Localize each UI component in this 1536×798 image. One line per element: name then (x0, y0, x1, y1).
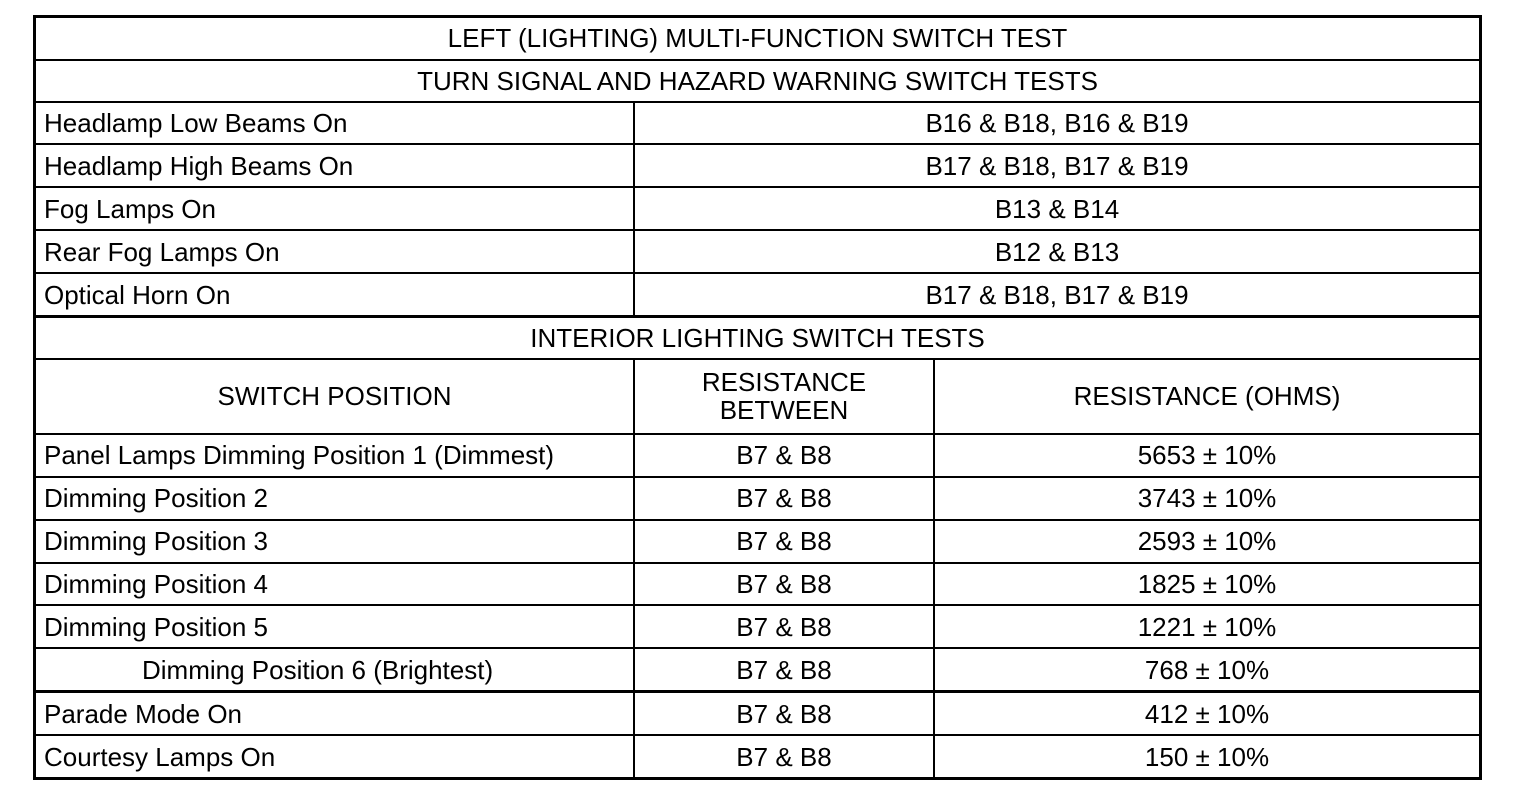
resistance-between-cell: B7 & B8 (634, 735, 934, 777)
resistance-between-cell: B7 & B8 (634, 692, 934, 735)
section-heading-row (36, 316, 1479, 358)
resistance-ohms-cell: 1825 ± 10% (934, 563, 1479, 606)
table-row (36, 648, 1479, 691)
column-header-resistance-ohms: RESISTANCE (OHMS) (934, 359, 1479, 434)
switch-position-cell: Optical Horn On (36, 273, 634, 316)
terminals-cell: B12 & B13 (634, 230, 1479, 273)
resistance-ohms-cell: 5653 ± 10% (934, 434, 1479, 477)
table-row (36, 477, 1479, 520)
terminals-cell: B17 & B18, B17 & B19 (634, 144, 1479, 187)
column-header-row (36, 359, 1479, 434)
resistance-between-cell: B7 & B8 (634, 520, 934, 563)
resistance-between-cell: B7 & B8 (634, 434, 934, 477)
resistance-ohms-cell: 150 ± 10% (934, 735, 1479, 777)
resistance-between-cell: B7 & B8 (634, 648, 934, 691)
table-row (36, 692, 1479, 735)
terminals-cell: B13 & B14 (634, 187, 1479, 230)
resistance-between-cell: B7 & B8 (634, 605, 934, 648)
table-row (36, 187, 1479, 230)
column-header-switch-position: SWITCH POSITION (36, 359, 634, 434)
switch-position-cell: Parade Mode On (36, 692, 634, 735)
column-header-line: RESISTANCE (701, 367, 867, 398)
resistance-between-cell: B7 & B8 (634, 563, 934, 606)
table-row (36, 144, 1479, 187)
column-header-resistance-between (634, 359, 934, 434)
switch-position-cell: Fog Lamps On (36, 187, 634, 230)
table-row (36, 230, 1479, 273)
resistance-ohms-cell: 412 ± 10% (934, 692, 1479, 735)
switch-position-cell: Dimming Position 3 (36, 520, 634, 563)
table-title-row (36, 18, 1479, 60)
resistance-ohms-cell: 2593 ± 10% (934, 520, 1479, 563)
section-heading-row (36, 60, 1479, 102)
table-row (36, 520, 1479, 563)
switch-position-cell: Headlamp Low Beams On (36, 102, 634, 145)
switch-position-cell: Courtesy Lamps On (36, 735, 634, 777)
table-row (36, 735, 1479, 777)
switch-position-cell: Dimming Position 4 (36, 563, 634, 606)
resistance-ohms-cell: 1221 ± 10% (934, 605, 1479, 648)
switch-position-cell: Dimming Position 5 (36, 605, 634, 648)
resistance-ohms-cell: 3743 ± 10% (934, 477, 1479, 520)
terminals-cell: B16 & B18, B16 & B19 (634, 102, 1479, 145)
resistance-between-cell: B7 & B8 (634, 477, 934, 520)
switch-position-cell: Rear Fog Lamps On (36, 230, 634, 273)
resistance-ohms-cell: 768 ± 10% (934, 648, 1479, 691)
table-row (36, 102, 1479, 145)
switch-test-table-frame (33, 15, 1482, 780)
table-row (36, 563, 1479, 606)
table-row (36, 434, 1479, 477)
table-row (36, 273, 1479, 316)
turn-signal-section-heading: TURN SIGNAL AND HAZARD WARNING SWITCH TESTS (36, 60, 1479, 102)
switch-test-table (36, 18, 1479, 777)
column-header-line: BETWEEN (719, 395, 849, 426)
switch-position-cell: Panel Lamps Dimming Position 1 (Dimmest) (36, 434, 634, 477)
interior-lighting-section-heading: INTERIOR LIGHTING SWITCH TESTS (36, 316, 1479, 358)
switch-position-cell: Dimming Position 6 (Brightest) (36, 648, 634, 691)
switch-position-cell: Headlamp High Beams On (36, 144, 634, 187)
table-title: LEFT (LIGHTING) MULTI-FUNCTION SWITCH TEST (36, 18, 1479, 60)
switch-position-cell: Dimming Position 2 (36, 477, 634, 520)
terminals-cell: B17 & B18, B17 & B19 (634, 273, 1479, 316)
table-row (36, 605, 1479, 648)
